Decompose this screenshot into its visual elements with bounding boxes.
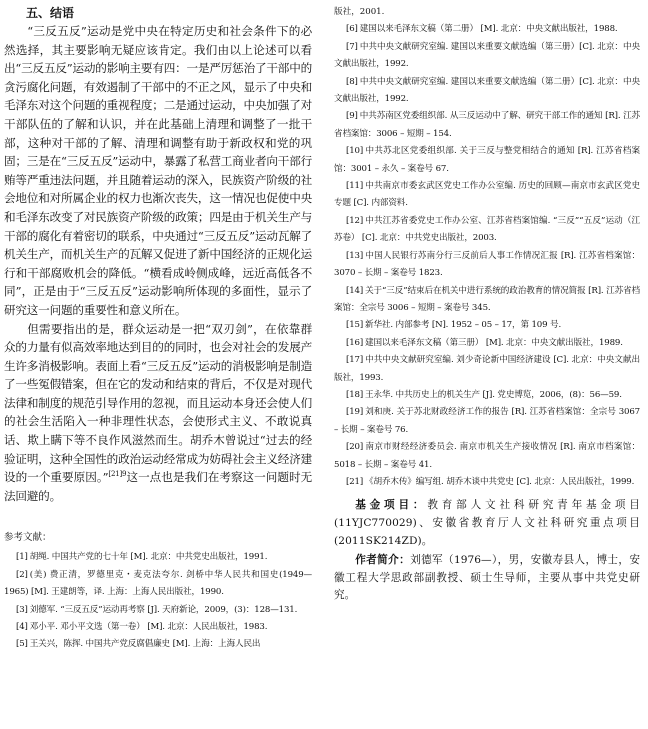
section-heading: 五、结语 xyxy=(26,6,75,20)
reference-item xyxy=(4,567,312,602)
reference-number: [14] xyxy=(346,285,364,296)
author-label: 作者简介： xyxy=(355,554,411,567)
reference-number: [10] xyxy=(346,146,364,157)
reference-text: 建国以来毛泽东文稿（第三册） [M]. 北京：中央文献出版社，1989. xyxy=(365,337,623,348)
reference-text: 刘德军. “三反五反”运动再考察 [J]. 天府新论，2009，(3)：128—131. xyxy=(29,604,298,615)
reference-number: [15] xyxy=(346,320,364,331)
reference-text: 中共苏南区党委组织部. 从三反运动中了解、研究干部工作的通知 [R]. 江苏省档案馆：3006 – 短期 – 154. xyxy=(334,111,640,139)
reference-number: [7] xyxy=(346,41,358,52)
reference-item xyxy=(334,178,640,213)
reference-text: 中共南京市委玄武区党史工作办公室编. 历史的回顾—南京市玄武区党史专题 [C]. 内部资料. xyxy=(334,181,640,209)
author-text: 刘德军（1976—），男，安徽寿县人，博士，安徽工程大学思政部副教授、硕士生导师，主要从事中共党史研究。 xyxy=(334,554,640,602)
author-info xyxy=(334,552,640,605)
reference-number: [19] xyxy=(346,407,364,418)
reference-number: [5] xyxy=(16,639,28,650)
conclusion-body xyxy=(4,22,312,505)
fund-info xyxy=(334,497,640,550)
reference-text: 中国人民银行苏南分行三反前后人事工作情况汇报 [R]. 江苏省档案馆：3070 – 长期 – 案卷号 1823. xyxy=(334,250,640,279)
reference-number: [6] xyxy=(346,24,358,35)
reference-item xyxy=(334,283,640,318)
paragraph-2-text: 但需要指出的是，群众运动是一把“双刃剑”，在依靠群众的力量有似高效率地达到目的的同时，也会对社会的发展产生许多消极影响。表面上看“三反五反”运动的消极影响是制造了一些冤假错案，但在它的发动和结束的背后，不仅是对现代法律和制度的规范引导作用的忽视，而且运动本身还会使人们的社会生活陷入一种非理性状态，会使形式主义、不敢说真话、欺上瞒下等不良作风滋然而生。胡乔木曾说过“过去的经验证明，这种全国性的政治运动经常成为妨碍社会主义经济建设的一个重要原因。” xyxy=(4,321,312,485)
reference-number: [11] xyxy=(346,181,364,192)
reference-item xyxy=(334,474,640,491)
reference-text: 王永华. 中共历史上的机关生产 [J]. 党史博览，2006，(8)：56—59. xyxy=(365,389,622,400)
reference-number: [16] xyxy=(346,337,364,348)
reference-text: (美) 费正清，罗德里克・麦克法夸尔. 剑桥中华人民共和国史(1949—1965) [M]. 王建朗等，译. 上海：上海人民出版社，1990. xyxy=(4,569,312,598)
reference-item xyxy=(334,387,640,404)
fund-text: 教育部人文社科研究青年基金项目(11YJC770029)、安徽省教育厅人文社科研究重点项目(2011SK214ZD)。 xyxy=(334,499,641,547)
references-list-right xyxy=(334,21,640,491)
reference-item xyxy=(4,549,312,566)
reference-item xyxy=(334,21,640,38)
reference-text: 胡绳. 中国共产党的七十年 [M]. 北京：中共党史出版社，1991. xyxy=(29,552,268,563)
fund-label: 基金项目： xyxy=(355,499,428,512)
reference-text: 南京市财经经济委员会. 南京市机关生产接收情况 [R]. 南京市档案馆：5018 – 长期 – 案卷号 41. xyxy=(334,442,640,470)
reference-text: 《胡乔木传》编写组. 胡乔木谈中共党史 [C]. 北京：人民出版社，1999. xyxy=(365,476,635,487)
reference-item xyxy=(334,39,640,74)
reference-number: [2] xyxy=(16,569,28,580)
reference-number: [12] xyxy=(346,215,364,226)
reference-item xyxy=(4,636,312,653)
references-list-left xyxy=(4,549,312,653)
reference-text: 中共中央文献研究室编. 建国以来重要文献选编（第二册）[C]. 北京：中央文献出版社，1992. xyxy=(334,76,640,105)
references-title: 参考文献： xyxy=(4,532,52,544)
citation-mark: [21]9 xyxy=(108,470,127,479)
reference-number: [8] xyxy=(346,76,358,87)
reference-text: 邓小平. 邓小平文选（第一卷） [M]. 北京：人民出版社，1983. xyxy=(29,622,268,633)
reference-number: [17] xyxy=(346,355,364,366)
reference-number: [13] xyxy=(346,250,364,261)
reference-item xyxy=(334,143,640,178)
reference-item xyxy=(334,317,640,334)
reference-text: 中共中央文献研究室编. 刘少奇论新中国经济建设 [C]. 北京：中央文献出版社，1993. xyxy=(334,355,640,383)
reference-item xyxy=(334,439,640,474)
reference-item xyxy=(334,404,640,439)
reference-number: [3] xyxy=(16,604,28,615)
paragraph-1: “三反五反”运动是党中央在特定历史和社会条件下的必然选择，其主要影响无疑应该肯定。我们由以上论述可以看出“三反五反”运动的影响主要有四：一是严厉惩治了干部中的贪污腐化问题，有效遏制了干部中的不正之风，显示了中央和毛泽东对这个问题的重视程度；二是通过运动，中央加强了对干部队伍的了解和认识，并在此基础上清理和调整了一批干部，这种对干部的了解、清理和调整有助于新政权和党的巩固；三是在“三反五反”运动中，暴露了私营工商业者向干部行贿等严重违法问题，并且随着运动的深入，民族资产阶级的社会地位和对所属企业的权力也渐次丧失，这一情况也促使中央和毛泽东改变了对民族资产阶级的政策；四是由于机关生产与干部的腐化有着密切的联系，中央通过“三反五反”运动瓦解了机关生产，而机关生产的瓦解又促进了新中国经济的正规化运行和干部腐败机会的降低。“横看成岭侧成峰，远近高低各不同”，正是由于“三反五反”运动影响所体现的多面性，显示了研究这一问题的重要性和意义所在。 xyxy=(4,24,312,317)
reference-text: 中共江苏省委党史工作办公室、江苏省档案馆编. “三反”“五反”运动（江苏卷） [C]. 北京：中共党史出版社，2003. xyxy=(334,215,640,244)
reference-text: 建国以来毛泽东文稿（第二册） [M]. 北京：中央文献出版社，1988. xyxy=(359,24,618,35)
reference-item xyxy=(334,352,640,387)
reference-text: 新华社. 内部参考 [N]. 1952 – 05 – 17，第 109 号. xyxy=(365,320,562,331)
left-column xyxy=(4,4,312,654)
paragraph-2-end: 这一点也是我们在考察这一问题时无法回避的。 xyxy=(4,470,312,503)
reference-item xyxy=(334,74,640,109)
reference-number: [20] xyxy=(346,442,364,453)
reference-number: [18] xyxy=(346,389,364,400)
reference-text: 刘和庚. 关于苏北财政经济工作的报告 [R]. 江苏省档案馆：全宗号 3067 – 长期 – 案卷号 76. xyxy=(334,407,640,435)
reference-item xyxy=(4,619,312,636)
reference-number: [1] xyxy=(16,552,28,563)
right-column xyxy=(334,4,640,605)
reference-item xyxy=(4,602,312,619)
reference-text: 中共中央文献研究室编. 建国以来重要文献选编（第三册）[C]. 北京：中央文献出版社，1992. xyxy=(334,41,640,70)
reference-text: 中共苏北区党委组织部. 关于三反与整党相结合的通知 [R]. 江苏省档案馆：3001 – 永久 – 案卷号 67. xyxy=(334,146,640,174)
reference-continuation: 版社，2001. xyxy=(334,7,385,17)
reference-item xyxy=(334,213,640,248)
reference-text: 王关兴，陈挥. 中国共产党反腐倡廉史 [M]. 上海：上海人民出 xyxy=(29,639,261,650)
reference-number: [4] xyxy=(16,622,28,633)
reference-item xyxy=(334,108,640,143)
reference-item xyxy=(334,335,640,352)
reference-text: 关于“三反”结束后在机关中进行系统的政治教育的情况简报 [R]. 江苏省档案馆：全宗号 3006 – 短期 – 案卷号 345. xyxy=(334,285,640,313)
paragraph-2 xyxy=(4,320,312,506)
reference-number: [21] xyxy=(346,476,364,487)
reference-item xyxy=(334,248,640,283)
reference-number: [9] xyxy=(346,111,358,122)
